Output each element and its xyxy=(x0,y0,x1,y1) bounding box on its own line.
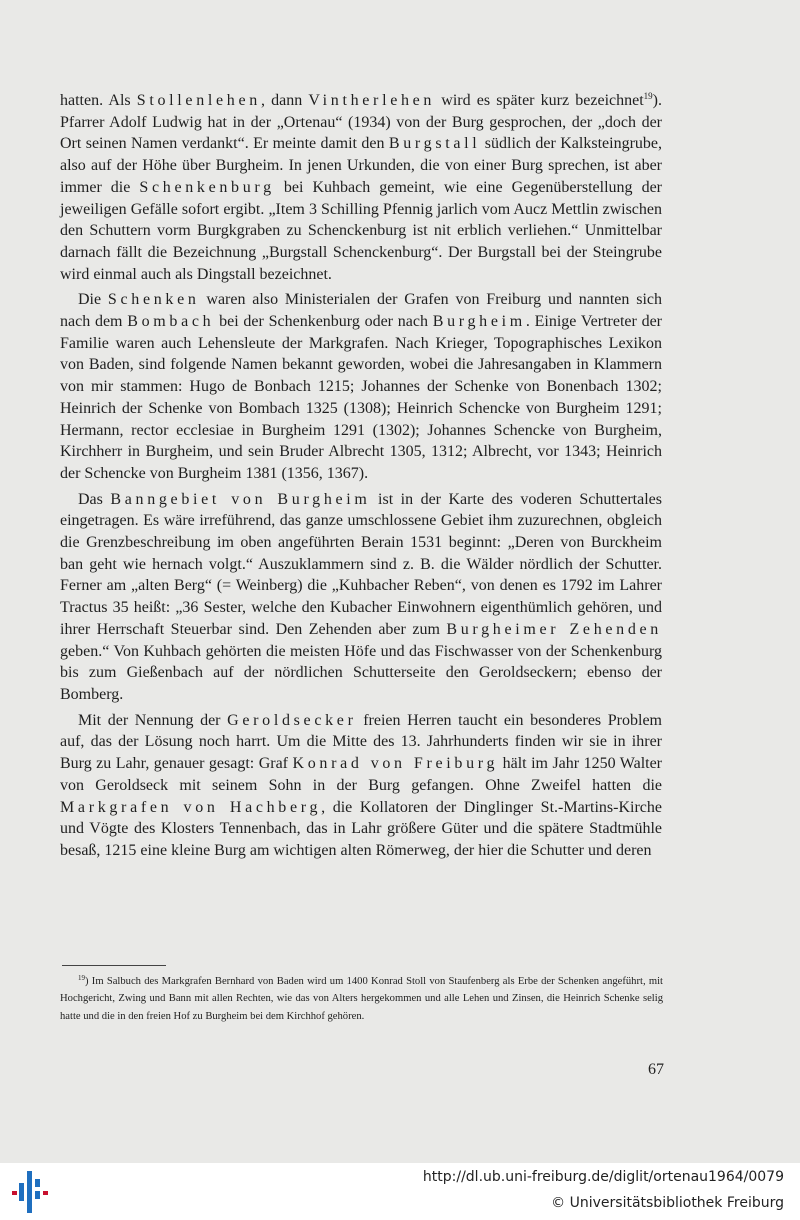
page-number: 67 xyxy=(648,1061,664,1078)
footnote-marker: 19 xyxy=(78,974,85,982)
spaced-emphasis: Stollenlehen xyxy=(136,92,261,109)
text-run: ) Im Salbuch des Markgrafen Bernhard von Baden wird um 1400 Konrad Stoll von Staufenberg als Erbe der Schenken angeführt, mit Hochgericht, Zwing und Bann mit allen Rechten, wie das von Alters hergekommen und alle Lehen und Zinsen, die Heinrich Schenke selig hatte und die in den freien Hof zu Burgheim bei dem Kirchhof gehören. xyxy=(60,976,663,1022)
text-run: hatten. Als xyxy=(60,92,137,109)
text-run: Die xyxy=(78,291,108,309)
text-run: Mit der Nennung der xyxy=(78,711,228,729)
spaced-emphasis: Geroldsecker xyxy=(227,711,357,729)
spaced-emphasis: Banngebiet von Burgheim xyxy=(110,490,371,508)
text-run: wird es später kurz bezeichnet xyxy=(435,92,644,109)
footer-bar xyxy=(0,1163,800,1220)
ub-freiburg-logo-icon[interactable] xyxy=(10,1169,50,1215)
text-run: ist in der Karte des voderen Schuttertales eingetragen. Es wäre irreführend, das ganze umschlossene Gebiet ihm zuzurechnen, obgleich die Grenzbeschreibung im oben angeführten Berain 1531 beginnt: „Deren von Burckheim ban geht wie hernach volgt.“ Auszuklammern sind z. B. die Wälder nördlich der Schutter. Ferner am „alten Berg“ (= Weinberg) die „Kuhbacher Reben“, von denen es 1792 im Lahrer Tractus 35 heißt: „36 Sester, welche den Kubacher Einwohnern eigenthümlich gehören, und ihrer Herrschaft Steuerbar sind. Den Zehenden aber zum xyxy=(60,490,662,638)
spaced-emphasis: Burgheimer Zehenden xyxy=(446,620,662,638)
spaced-emphasis: Bombach xyxy=(127,313,215,331)
paragraph xyxy=(60,710,662,862)
copyright-notice: © Universitätsbibliothek Freiburg xyxy=(551,1195,784,1211)
text-run: bei der Schenkenburg oder nach xyxy=(214,313,433,331)
text-run: , dann xyxy=(260,92,309,109)
paragraph xyxy=(60,489,662,706)
text-run: geben.“ Von Kuhbach gehörten die meisten Höfe und das Fischwasser von der Schenkenburg bis zum Gießenbach auf der nördlichen Schutterseite den Geroldseckern; ebenso der Bomberg. xyxy=(60,642,662,703)
spaced-emphasis: Schenkenburg xyxy=(139,178,275,196)
text-run: freien Herren taucht ein besonderes Problem auf, das der Lösung noch harrt. Um die Mitte des 13. Jahrhunderts finden wir sie in ihrer Burg zu Lahr, genauer gesagt: Graf xyxy=(60,711,662,773)
footnote-divider xyxy=(62,965,166,966)
text-run: , die Kollatoren der Dinglinger St.-Martins-Kirche und Vögte des Klosters Tennenbach, das in Lahr größere Güter und die spätere Stadtmühle besaß, 1215 eine kleine Burg am wichtigen alten Römerweg, der hier die Schutter und deren xyxy=(60,798,662,859)
spaced-emphasis: Vintherlehen xyxy=(308,92,436,109)
footnote xyxy=(60,973,663,1025)
footnote-marker: 19 xyxy=(643,91,653,101)
spaced-emphasis: Konrad von Freiburg xyxy=(292,755,499,773)
text-run: südlich der Kalksteingrube, also auf der Höhe über Burgheim. In jenen Urkunden, die von einer Burg sprechen, ist aber immer die xyxy=(60,135,662,196)
spaced-emphasis: Burgstall xyxy=(388,135,481,153)
text-run: Das xyxy=(78,490,111,508)
spaced-emphasis: Schenken xyxy=(107,291,200,309)
paragraph xyxy=(60,90,662,285)
spaced-emphasis: Burgheim xyxy=(432,313,526,331)
text-run: bei Kuhbach gemeint, wie eine Gegenüberstellung der jeweiligen Gefälle sofort ergibt. „Item 3 Schilling Pfennig jarlich vom Aucz Mettlin zwischen den Schuttern vorm Burgkgraben zu Schenckenburg ist nit erblich verliehen.“ Unmittelbar darnach fällt die Bezeichnung „Burgstall Schenckenburg“. Der Burgstall bei der Steingrube wird einmal auch als Dingstall bezeichnet. xyxy=(60,178,663,283)
text-run: . Einige Vertreter der Familie waren auch Lehensleute der Markgrafen. Nach Krieger, Topographisches Lexikon von Baden, sind folgende Namen bekannt geworden, wobei die Jahresangaben in Klammern von mir stammen: Hugo de Bonbach 1215; Johannes der Schenke von Bonenbach 1302; Heinrich der Schenke von Bombach 1325 (1308); Heinrich Schencke von Burgheim 1291; Hermann, rector ecclesiae in Burgheim 1291 (1302); Johannes Schencke von Burgheim, Kirchherr in Burgheim, und sein Bruder Albrecht 1305, 1312; Albrecht, vor 1343; Heinrich der Schencke von Burgheim 1381 (1356, 1367). xyxy=(60,313,663,482)
text-run: ). Pfarrer Adolf Ludwig hat in der „Ortenau“ (1934) von der Burg gesprochen, der „doch der Ort seinen Namen verdankt“. Er meinte damit den xyxy=(60,92,662,153)
text-run: hält im Jahr 1250 Walter von Geroldseck mit seinem Sohn in der Burg gefangen. Ohne Zweifel hatten die xyxy=(60,755,663,794)
spaced-emphasis: Markgrafen von Hachberg xyxy=(60,798,322,816)
text-run: waren also Ministerialen der Grafen von Freiburg und nannten sich nach dem xyxy=(60,291,662,331)
paragraph xyxy=(60,289,662,484)
permalink-url[interactable]: http://dl.ub.uni-freiburg.de/diglit/ortenau1964/0079 xyxy=(422,1169,784,1185)
body-text xyxy=(60,90,662,862)
